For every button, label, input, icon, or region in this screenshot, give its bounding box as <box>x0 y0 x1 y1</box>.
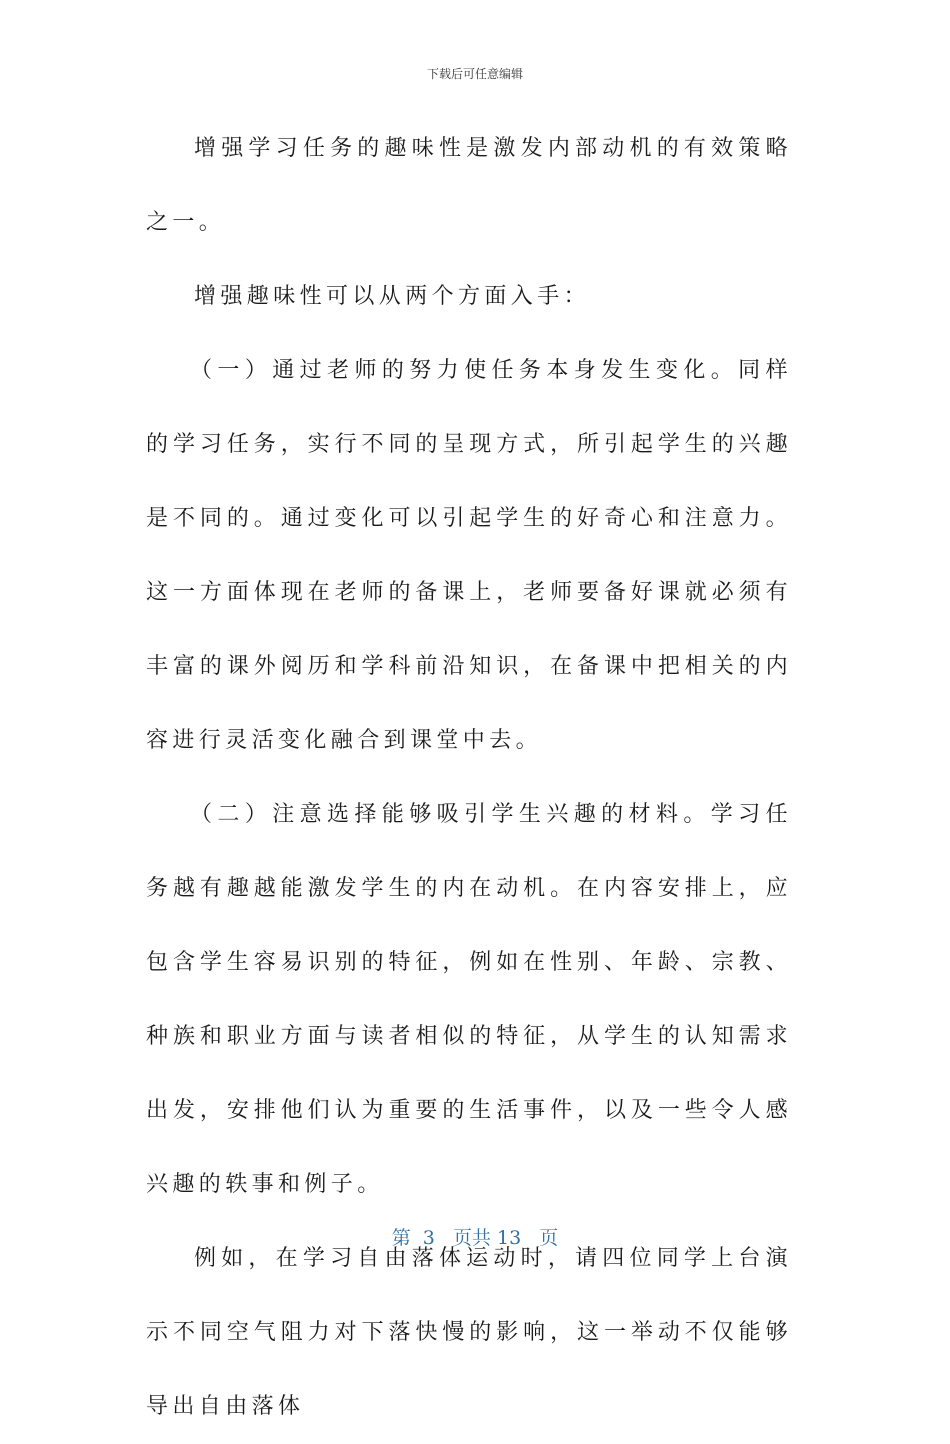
paragraph-point-one: （一）通过老师的努力使任务本身发生变化。同样的学习任务，实行不同的呈现方式，所引起学生的兴趣是不同的。通过变化可以引起学生的好奇心和注意力。这一方面体现在老师的备课上，老师要备好课就必须有丰富的课外阅历和学科前沿知识，在备课中把相关的内容进行灵活变化融合到课堂中去。 <box>146 358 792 753</box>
page-header: 下载后可任意编辑 <box>426 67 523 81</box>
paragraph-point-two: （二）注意选择能够吸引学生兴趣的材料。学习任务越有趣越能激发学生的内在动机。在内容安排上，应包含学生容易识别的特征，例如在性别、年龄、宗教、种族和职业方面与读者相似的特征，从学生的认知需求出发，安排他们认为重要的生活事件，以及一些令人感兴趣的轶事和例子。 <box>146 802 792 1197</box>
page-number-footer: 第 3 页共 13 页 <box>391 1227 559 1249</box>
paragraph-intro: 增强学习任务的趣味性是激发内部动机的有效策略之一。 <box>146 136 792 235</box>
paragraph-example: 例如，在学习自由落体运动时，请四位同学上台演示不同空气阻力对下落快慢的影响，这一举动不仅能够导出自由落体 <box>146 1246 792 1419</box>
paragraph-two-aspects: 增强趣味性可以从两个方面入手： <box>194 284 591 309</box>
